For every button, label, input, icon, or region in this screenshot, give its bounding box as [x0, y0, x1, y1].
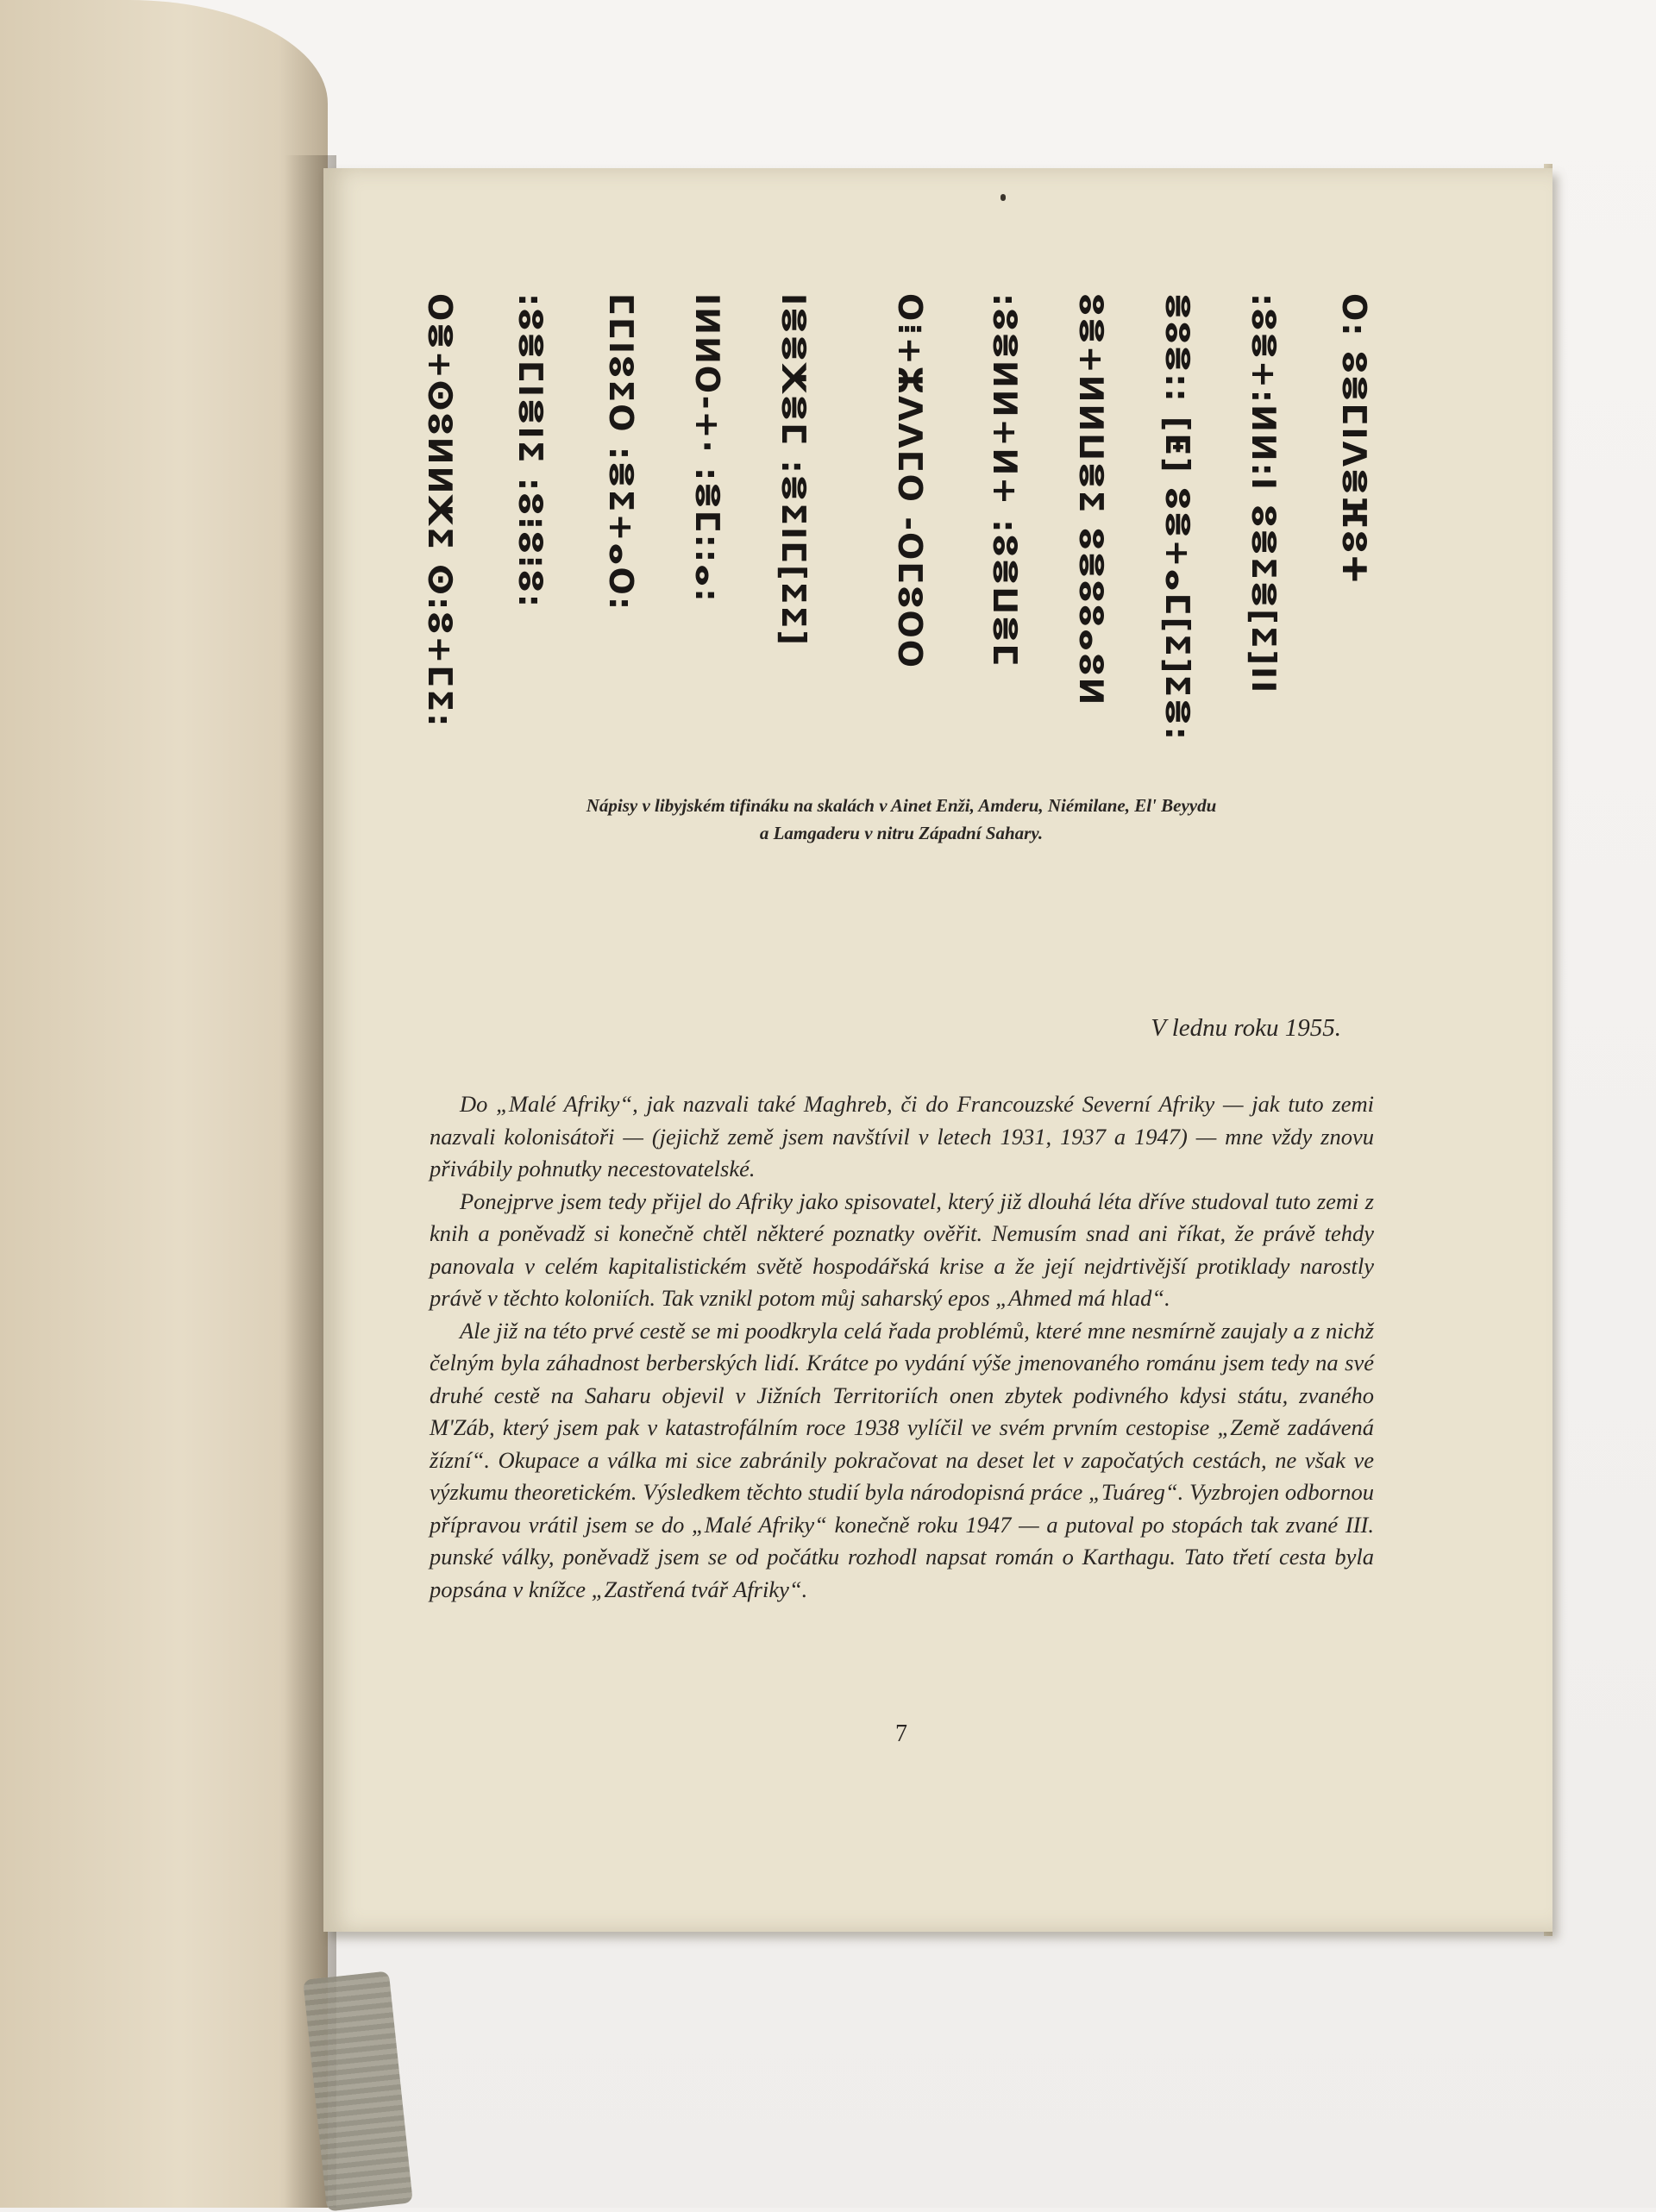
inscription-column: [988, 293, 1022, 785]
inscription-line: :ⵓⴻⵍⵍ+ⵍ+ :ⵓⴻⵡⴻⵎ: [986, 293, 1024, 668]
inscription-column: [1337, 293, 1371, 785]
caption-line-2: a Lamgaderu v nitru Západní Sahary.: [759, 823, 1044, 843]
inscription-line: ⵏⴻⴻⵅⴻⵎ :ⴻⵉⵏⵎ[ⵉⵉ]: [775, 293, 812, 647]
inscription-column: [893, 293, 927, 785]
inscription-column: [1074, 293, 1108, 785]
date-line: V lednu roku 1955.: [1151, 1014, 1341, 1042]
inscription-line: :ⵓⴻⵎⵏⴻⵏⵉ :ⵓ⁝ⵓ⁝ⵓ:: [511, 293, 549, 609]
inscription-line: O: ⵓⴻⵎⵏⴷⴻⴼⵓⵜ: [1335, 293, 1373, 586]
paragraph: Do „Malé Afriky“, jak nazvali také Maghreb, či do Francouzské Severní Afriky — jak tuto zemi nazvali kolonisátoři — (jejichž země jsem navštívil v letech 1931, 1937 a 1947) — mne vždy znovu přivábily pohnutky necestovatelské.: [430, 1091, 1374, 1181]
paper-speck: [1000, 194, 1006, 201]
inscription-column: [690, 293, 724, 785]
inscription-column: [423, 293, 457, 785]
inscription-column: [776, 293, 811, 785]
paragraph: Ale již na této prvé cestě se mi poodkryla celá řada problémů, které mne nesmírně zaujaly a z nichž čelným byla záhadnost berberských lidí. Krátce po vydání výše jmenovaného románu jsem tedy na své druhé cestě na Saharu objevil v Jižních Territoriích onen zbytek podivného kdysi státu, zvaného M'Záb, který jsem pak v katastrofálním roce 1938 vylíčil ve svém prvním cestopise „Země zadávená žízní“. Okupace a válka mi sice zabránily pokračovat na deset let v započatých cestách, ne však ve výzkumu theoretickém. Výsledkem těchto studií byla národopisná práce „Tuáreg“. Vyzbrojen odbornou přípravou vrátil jsem se do „Malé Afriky“ konečně roku 1947 — a putoval po stopách tak zvané III. punské války, poněvadž jsem se od počátku rozhodl napsat román o Karthagu. Tato třetí cesta byla popsána v knížce „Zastřená tvář Afriky“.: [430, 1317, 1374, 1602]
paragraph: Ponejprve jsem tedy přijel do Afriky jako spisovatel, který již dlouhá léta dříve studoval tuto zemi z knih a poněvadž si konečně chtěl některé poznatky ověřit. Nemusím snad ani říkat, že právě tehdy panovala v celém kapitalistickém světě hospodářská krise a že její nejdrtivější protiklady narostly právě v těchto koloniích. Tak vznikl potom můj saharský epos „Ahmed má hlad“.: [430, 1187, 1374, 1311]
caption-line-1: Nápisy v libyjském tifináku na skalách v Ainet Enži, Amderu, Niémilane, El' Beyydu: [586, 795, 1217, 816]
inscription-column: [1160, 293, 1195, 785]
inscription-line: Oⴻ+ⵙⵓⵍⵍⵅⵉ ⵙ:ⵓ+ⵎⵉ:: [421, 293, 459, 729]
inscription-line: ⵎⵎⵏⵓⵉO :ⴻⵉ+ⴰO:: [602, 293, 640, 612]
inscription-line: :ⵓⴻ+:ⵍⵍ:ⵏ ⵓⴻⵉⴻ[ⵉ]ⵏⵏ: [1245, 293, 1283, 695]
inscription-line: ⴻⵓⴻ:: [ⵟ] ⵓⴻ+ⴰⵎ[ⵉ]ⵉⴻ:: [1158, 293, 1196, 742]
body-text: [430, 1088, 1374, 1606]
tifinagh-inscription: [410, 293, 1389, 785]
inscription-column: [604, 293, 638, 785]
inscription-column: [1246, 293, 1281, 785]
inscription-line: O⁞+ⵣⴷⴷⵎO -OⵎⵓOO: [891, 293, 929, 670]
figure-caption: [414, 792, 1389, 847]
page-number: 7: [895, 1720, 907, 1747]
inscription-line: ⵏⵍⵍO-+· :ⴻⵎ::ⴰ:: [688, 293, 726, 604]
inscription-column: [513, 293, 548, 785]
inscription-line: ⵓⴻ+ⵍⵍⵡⴻⵉ ⵓⴻⵓⵓⴰⵓⵍ: [1072, 293, 1110, 707]
left-page-curl: [0, 0, 328, 2208]
